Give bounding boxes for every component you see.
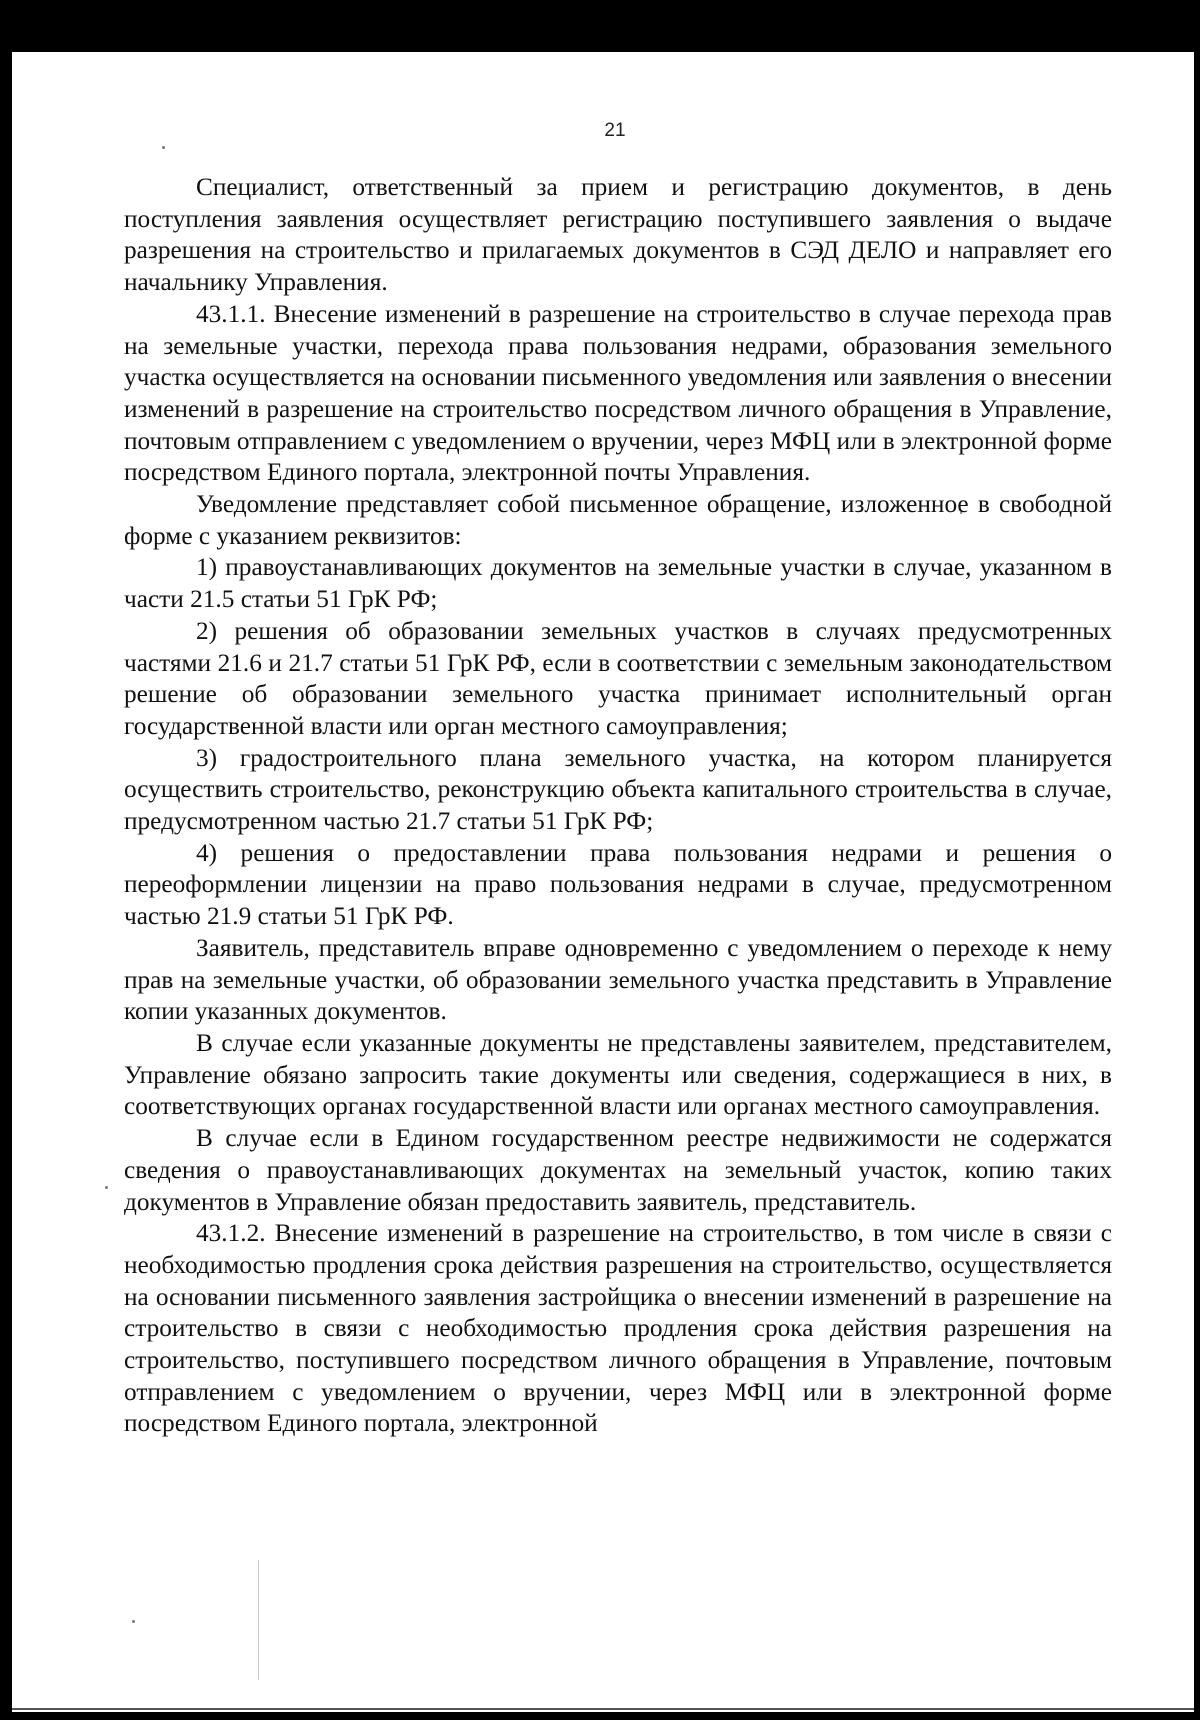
scan-border-right bbox=[1194, 0, 1200, 1720]
paragraph-notification: Уведомление представляет собой письменное обращение, изложенное в свободной форме с указанием реквизитов: bbox=[124, 490, 1112, 550]
scan-border-top bbox=[0, 0, 1200, 52]
paragraph-43-1-2: 43.1.2. Внесение изменений в разрешение на строительство, в том числе в связи с необходимостью продления срока действия разрешения на строительство, осуществляется на основании письменного заявления застройщика о внесении изменений в разрешение на строительство в связи с необходимостью продления срока действия разрешения на строительство, поступившего посредством личного обращения в Управление, почтовым отправлением с уведомлением о вручении, через МФЦ или в электронной форме посредством Единого портала, электронной bbox=[124, 1219, 1112, 1438]
scan-speck bbox=[105, 1186, 108, 1189]
paragraph-43-1-1: 43.1.1. Внесение изменений в разрешение на строительство в случае перехода прав на земельные участки, перехода права пользования недрами, образования земельного участка осуществляется на основании письменного уведомления или заявления о внесении изменений в разрешение на строительство посредством личного обращения в Управление, почтовым отправлением с уведомлением о вручении, через МФЦ или в электронной форме посредством Единого портала, электронной почты Управления. bbox=[124, 299, 1112, 487]
list-item-3: 3) градостроительного плана земельного участка, на котором планируется осуществить строительство, реконструкцию объекта капитального строительства в случае, предусмотренном частью 21.7 статьи 51 ГрК РФ; bbox=[124, 743, 1112, 836]
list-item-1: 1) правоустанавливающих документов на земельные участки в случае, указанном в части 21.5 статьи 51 ГрК РФ; bbox=[124, 553, 1112, 614]
scan-border-left bbox=[0, 0, 12, 1720]
paragraph-egrn: В случае если в Едином государственном реестре недвижимости не содержатся сведения о правоустанавливающих документах на земельный участок, копию таких документов в Управление обязан предоставить заявитель, представитель. bbox=[124, 1124, 1112, 1216]
scan-speck bbox=[162, 146, 165, 149]
paragraph-registration: Специалист, ответственный за прием и регистрацию документов, в день поступления заявления осуществляет регистрацию поступившего заявления о выдаче разрешения на строительство и прилагаемых документов в СЭД ДЕЛО и направляет его начальнику Управления. bbox=[124, 173, 1112, 297]
paragraph-applicant: Заявитель, представитель вправе одновременно с уведомлением о переходе к нему прав на земельные участки, об образовании земельного участка представить в Управление копии указанных документов. bbox=[124, 933, 1112, 1026]
page-number: 21 bbox=[604, 120, 626, 141]
document-body bbox=[124, 172, 1112, 1440]
list-item-2: 2) решения об образовании земельных участков в случаях предусмотренных частями 21.6 и 21.7 статьи 51 ГрК РФ, если в соответствии с земельным законодательством решение об образовании земельного участка принимает исполнительный орган государственной власти или орган местного самоуправления; bbox=[124, 616, 1112, 740]
scan-speck bbox=[132, 1620, 135, 1623]
paragraph-documents-not-provided: В случае если указанные документы не представлены заявителем, представителем, Управление обязано запросить такие документы или сведения, содержащиеся в них, в соответствующих органах государственной власти или органах местного самоуправления. bbox=[124, 1028, 1112, 1121]
scan-bottom-rule bbox=[12, 1708, 1194, 1710]
scan-border-bottom bbox=[0, 1712, 1200, 1720]
scan-artifact-line bbox=[258, 1560, 259, 1680]
list-item-4: 4) решения о предоставлении права пользования недрами и решения о переоформлении лицензии на право пользования недрами в случае, предусмотренном частью 21.9 статьи 51 ГрК РФ. bbox=[124, 838, 1112, 931]
